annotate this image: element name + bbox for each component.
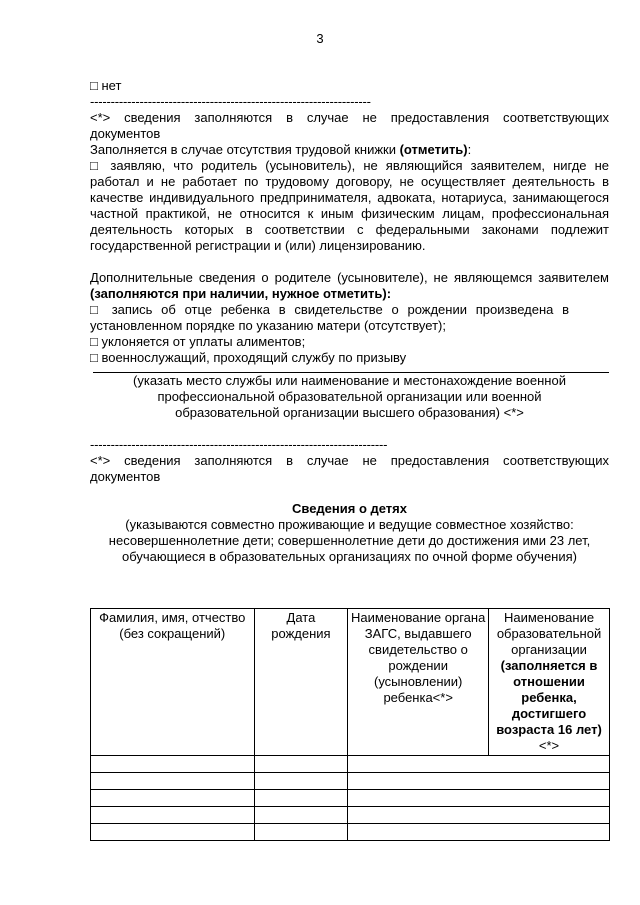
table-header-row: [91, 609, 610, 756]
table-row[interactable]: [91, 773, 610, 790]
service-place-caption: (указать место службы или наименование и местонахождение военной профессиональной образовательной организации или военной образовательной организации высшего образования) <*>: [133, 373, 566, 420]
header-birth-date: Дата рождения: [254, 609, 348, 756]
no-workbook-intro: Заполняется в случае отсутствия трудовой книжки (отметить):: [90, 142, 472, 157]
no-work-statement-checkbox[interactable]: □ заявляю, что родитель (усыновитель), не являющийся заявителем, нигде не работал и не работает по трудовому договору, не осуществляет деятельность в качестве индивидуального предпринимателя, адвоката, нотариуса, занимающегося частной практикой, не относится к иным физическим лицам, профессиональная деятельность которых в соответствии с федеральными законами подлежит государственной регистрации и (или) лицензированию.: [90, 158, 609, 253]
table-row[interactable]: [91, 790, 610, 807]
table-row[interactable]: [91, 807, 610, 824]
additional-info-intro: Дополнительные сведения о родителе (усыновителе), не являющемся заявителем (заполняются при наличии, нужное отметить):: [90, 270, 609, 301]
table-row[interactable]: [91, 756, 610, 773]
children-section-title: Сведения о детях: [291, 501, 407, 516]
children-section-subtitle: (указываются совместно проживающие и ведущие совместное хозяйство: несовершеннолетние дети; совершеннолетние дети до достижения ими 23 лет, обучающиеся в образовательных организациях по очной форме обучения): [108, 517, 591, 564]
table-row[interactable]: [91, 824, 610, 841]
children-table: [90, 608, 610, 841]
footnote: <*> сведения заполняются в случае не предоставления соответствующих документов: [90, 110, 609, 141]
option-alimony[interactable]: □ уклоняется от уплаты алиментов;: [90, 334, 306, 349]
header-education-org: Наименование образовательной организации (заполняется в отношении ребенка, достигшего возраста 16 лет)<*>: [489, 609, 610, 756]
form-body: [90, 78, 609, 565]
header-name: Фамилия, имя, отчество (без сокращений): [91, 609, 255, 756]
option-no[interactable]: □ нет: [90, 78, 122, 93]
footnote-2: <*> сведения заполняются в случае не предоставления соответствующих документов: [90, 453, 609, 484]
separator-dashes: --------------------------------------------------------------------: [90, 94, 371, 109]
option-military[interactable]: □ военнослужащий, проходящий службу по призыву: [90, 350, 407, 365]
page-number: 3: [316, 31, 324, 46]
option-father-record[interactable]: □ запись об отце ребенка в свидетельстве о рождении произведена в установленном порядке по указанию матери (отсутствует);: [90, 302, 569, 333]
separator-dashes-2: ------------------------------------------------------------------------: [90, 437, 388, 452]
header-zags: Наименование органа ЗАГС, выдавшего свидетельство о рождении (усыновлении) ребенка<*>: [348, 609, 489, 756]
